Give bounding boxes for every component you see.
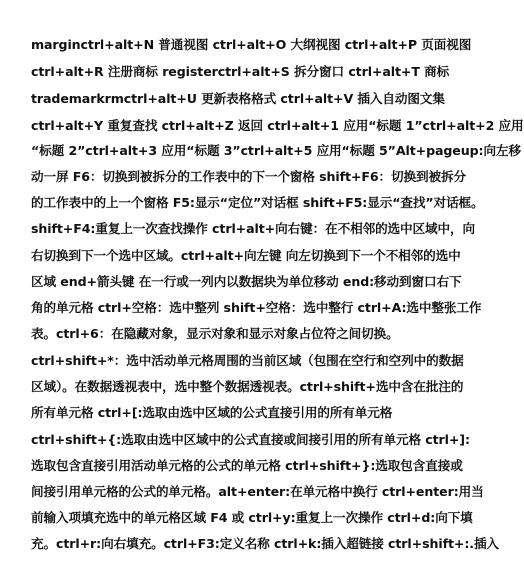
text-line: 充。ctrl+r:向右填充。ctrl+F3:定义名称 ctrl+k:插入超链接 ctrl+shift+:.插入 <box>31 536 499 551</box>
text-line: ctrl+alt+R 注册商标 registerctrl+alt+S 拆分窗口 ctrl+alt+T 商标 <box>31 64 450 79</box>
text-line: 区域 end+箭头键 在一行或一列内以数据块为单位移动 end:移动到窗口右下 <box>31 274 462 289</box>
text-line: 的工作表中的上一个窗格 F5:显示“定位”对话框 shift+F5:显示“查找”对话框。 <box>31 195 484 210</box>
text-line: 角的单元格 ctrl+空格：选中整列 shift+空格：选中整行 ctrl+A:选中整张工作 <box>31 300 482 315</box>
text-line: ctrl+alt+Y 重复查找 ctrl+alt+Z 返回 ctrl+alt+1 应用“标题 1”ctrl+alt+2 应用 <box>31 118 524 133</box>
text-line: 选取包含直接引用活动单元格的公式的单元格 ctrl+shift+}:选取包含直接或 <box>31 458 463 473</box>
text-line: marginctrl+alt+N 普通视图 ctrl+alt+O 大纲视图 ctrl+alt+P 页面视图 <box>31 37 472 52</box>
text-line: 动一屏 F6：切换到被拆分的工作表中的下一个窗格 shift+F6：切换到被拆分 <box>31 169 466 184</box>
text-line: 右切换到下一个选中区域。ctrl+alt+向左键 向左切换到下一个不相邻的选中 <box>31 248 461 263</box>
text-line: 表。ctrl+6：在隐藏对象，显示对象和显示对象占位符之间切换。 <box>31 326 399 341</box>
text-line: 间接引用单元格的公式的单元格。alt+enter:在单元格中换行 ctrl+enter:用当 <box>31 484 484 499</box>
text-line: shift+F4:重复上一次查找操作 ctrl+alt+向右键：在不相邻的选中区域中，向 <box>31 221 476 236</box>
text-line: trademarkrmctrl+alt+U 更新表格格式 ctrl+alt+V 插入自动图文集 <box>31 91 445 106</box>
text-line: “标题 2”ctrl+alt+3 应用“标题 3”ctrl+alt+5 应用“标题 5”Alt+pageup:向左移 <box>31 143 521 158</box>
text-line: 所有单元格 ctrl+[:选取由选中区域的公式直接引用的所有单元格 <box>31 405 393 420</box>
text-line: ctrl+shift+{:选取由选中区域中的公式直接或间接引用的所有单元格 ctrl+]: <box>31 432 470 447</box>
text-line: 前输入项填充选中的单元格区域 F4 或 ctrl+y:重复上一次操作 ctrl+d:向下填 <box>31 510 473 525</box>
text-line: 区域）。在数据透视表中，选中整个数据透视表。ctrl+shift+选中含在批注的 <box>31 379 464 394</box>
text-line: ctrl+shift+*：选中活动单元格周围的当前区域（包围在空行和空列中的数据 <box>31 353 464 368</box>
